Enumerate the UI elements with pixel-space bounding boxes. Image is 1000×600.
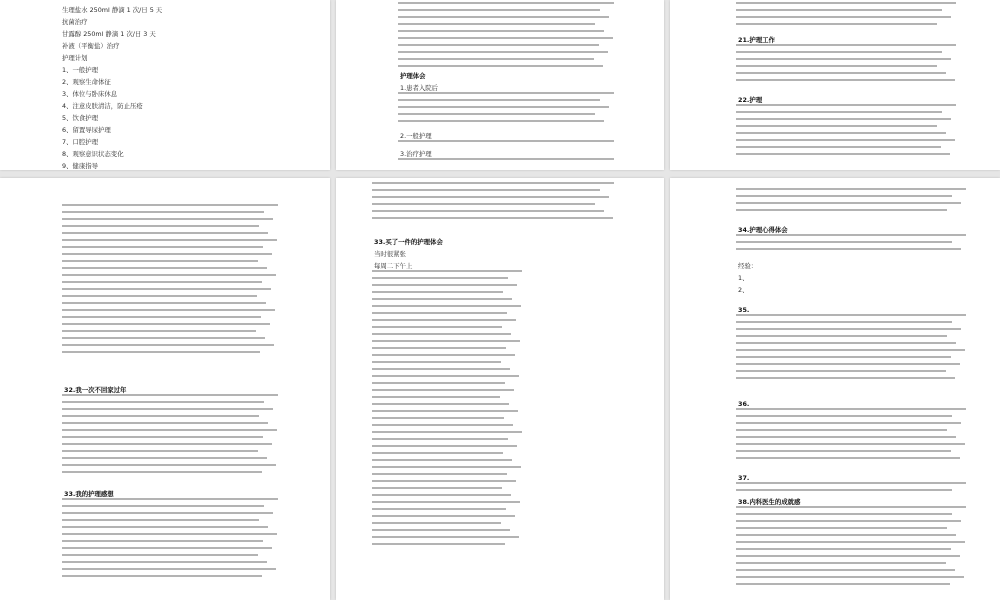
text-line [372,333,511,335]
text-line [62,267,267,269]
text-line-readable: 5、饮食护理 [62,114,99,122]
text-line [62,330,256,332]
text-line [398,113,595,115]
text-line [62,575,262,577]
text-line [62,302,266,304]
text-line [62,309,275,311]
text-line [736,377,955,379]
text-line [736,9,942,11]
text-line [736,58,951,60]
document-page-6 [670,178,1000,600]
text-line-readable: 生理盐水 250ml 静滴 1 次/日 5 天 [62,6,163,14]
text-line-readable: 2、观察生命体征 [62,78,111,86]
text-line [736,436,956,438]
text-line [736,349,965,351]
section-heading: 34.护理心得体会 [738,226,788,234]
text-line [736,363,960,365]
text-line [736,415,952,417]
text-line [62,394,278,396]
text-line [736,118,951,120]
text-line-readable: 6、留置导尿护理 [62,126,111,134]
text-line [372,452,503,454]
text-line [62,450,258,452]
text-line [372,515,515,517]
text-line [736,23,937,25]
text-line [398,9,600,11]
text-line [736,125,937,127]
text-line [736,576,964,578]
text-line-readable: 1、一般护理 [62,66,99,74]
text-line [372,466,521,468]
text-line [398,158,614,160]
text-line [372,305,521,307]
text-line-readable: 甘露醇 250ml 静滴 1 次/日 3 天 [62,30,156,38]
text-line [372,494,511,496]
text-line [372,210,604,212]
text-line-readable: 3、体位与卧床休息 [62,90,118,98]
text-line [736,209,947,211]
text-line [372,361,501,363]
text-line [398,106,609,108]
text-line [736,450,951,452]
text-line [372,543,505,545]
text-line [736,139,955,141]
document-page-4 [0,178,330,600]
section-heading: 35. [738,306,750,314]
text-line [62,218,273,220]
text-line [736,44,956,46]
text-line [398,65,603,67]
text-line [62,526,268,528]
text-line [62,408,273,410]
text-line [62,429,277,431]
text-line-readable: 3.治疗护理 [400,150,432,158]
text-line [736,328,961,330]
text-line [62,512,273,514]
page-text-lines [670,0,1000,170]
text-line [372,189,600,191]
text-line [372,431,522,433]
text-line [398,2,614,4]
text-line [372,508,506,510]
text-line [736,342,956,344]
text-line [62,239,277,241]
text-line [736,321,952,323]
section-heading: 33.我的护理感想 [64,490,114,498]
text-line [736,79,955,81]
document-page-1 [0,0,330,170]
text-line [736,548,951,550]
text-line [736,534,956,536]
text-line [62,260,258,262]
section-heading: 33.买了一件的护理体会 [374,238,443,246]
text-line [62,337,265,339]
text-line [62,554,258,556]
text-line [736,188,966,190]
text-line [736,422,961,424]
document-page-2 [336,0,664,170]
section-heading: 32.我一次不回家过年 [64,386,127,394]
text-line [372,182,614,184]
text-line [62,415,259,417]
text-line [736,65,937,67]
text-line [372,326,502,328]
text-line [736,202,961,204]
text-line [736,72,946,74]
text-line [62,464,276,466]
text-line [62,351,260,353]
text-line [62,471,262,473]
text-line [736,370,946,372]
text-line [736,356,951,358]
text-line [736,555,960,557]
text-line [736,248,961,250]
text-line [736,408,966,410]
document-page-3 [670,0,1000,170]
text-line [736,132,946,134]
section-heading: 21.护理工作 [738,36,775,44]
text-line [736,2,956,4]
text-line [372,424,513,426]
section-heading: 护理体会 [400,72,426,80]
text-line [398,16,609,18]
text-line-readable: 抗菌治疗 [62,18,88,26]
text-line [736,335,947,337]
text-line [372,487,502,489]
text-line [736,241,952,243]
text-line-readable: 8、观察意识状态变化 [62,150,124,158]
text-line [398,44,599,46]
text-line [62,225,259,227]
text-line [398,99,600,101]
text-line-readable: 每周二下午上 [374,262,413,270]
section-heading: 22.护理 [738,96,763,104]
text-line [372,196,609,198]
text-line [372,382,505,384]
text-line [62,232,268,234]
text-line [736,489,952,491]
text-line [372,319,516,321]
text-line [736,506,966,508]
text-line-readable: 2.一般护理 [400,132,432,140]
text-line [736,569,955,571]
text-line [372,203,595,205]
text-line [736,16,951,18]
text-line [62,443,272,445]
text-line [62,323,270,325]
text-line [372,473,507,475]
text-line [62,547,272,549]
text-line [62,281,262,283]
text-line [736,443,965,445]
text-line-readable: 1.患者入院后 [400,84,439,92]
text-line [62,561,267,563]
text-line [372,291,503,293]
text-line [372,403,509,405]
text-line [736,482,966,484]
text-line [62,457,267,459]
text-line [372,529,510,531]
text-line [372,389,514,391]
section-heading: 38.内科医生的成就感 [738,498,801,506]
text-line [62,540,263,542]
text-line [372,340,520,342]
text-line [736,111,942,113]
text-line [62,568,276,570]
text-line [372,270,522,272]
text-line [372,536,519,538]
text-line [372,501,520,503]
text-line [62,498,278,500]
text-line [398,23,595,25]
text-line [736,51,942,53]
text-line-readable: 1、 [738,274,749,282]
text-line [372,522,501,524]
text-line [372,438,508,440]
text-line [736,520,961,522]
text-line [372,284,517,286]
text-line [62,316,261,318]
text-line [398,51,608,53]
text-line [372,354,515,356]
section-heading: 36. [738,400,750,408]
section-heading: 37. [738,474,750,482]
text-line [62,274,276,276]
text-line [62,288,271,290]
text-line [736,527,947,529]
text-line [398,30,604,32]
text-line [62,211,264,213]
text-line [62,246,263,248]
text-line-readable: 7、口腔护理 [62,138,99,146]
text-line-readable: 经验： [738,262,758,270]
text-line [736,104,956,106]
text-line-readable: 当时很紧张 [374,250,406,258]
text-line-readable: 护理计划 [62,54,88,62]
text-line [62,204,278,206]
text-line [372,480,516,482]
text-line [736,562,946,564]
text-line [62,505,264,507]
text-line [372,368,510,370]
text-line [372,396,500,398]
text-line [736,457,960,459]
text-line [62,295,257,297]
text-line [736,195,952,197]
text-line-readable: 补液（平衡盐）治疗 [62,42,120,50]
text-line [62,519,259,521]
text-line [398,58,594,60]
text-line [62,533,277,535]
text-line [736,429,947,431]
text-line [372,298,512,300]
text-line [62,344,274,346]
text-line [62,253,272,255]
text-line [398,92,614,94]
text-line-readable: 9、健康指导 [62,162,99,170]
text-line [736,541,965,543]
page-text-lines [670,178,1000,600]
text-line-readable: 2、 [738,286,749,294]
text-line [372,347,506,349]
text-line [372,277,508,279]
text-line [372,410,518,412]
text-line [736,583,950,585]
document-page-5 [336,178,664,600]
text-line [372,459,512,461]
text-line [62,401,264,403]
text-line [62,422,268,424]
text-line-readable: 4、注意皮肤清洁，防止压疮 [62,102,143,110]
text-line [372,417,504,419]
text-line [62,436,263,438]
text-line [736,234,966,236]
text-line [736,314,966,316]
text-line [372,312,507,314]
text-line [398,140,614,142]
text-line [736,153,950,155]
text-line [736,146,941,148]
text-line [372,445,517,447]
text-line [398,37,613,39]
text-line [372,217,613,219]
text-line [736,513,952,515]
text-line [372,375,519,377]
text-line [398,120,604,122]
